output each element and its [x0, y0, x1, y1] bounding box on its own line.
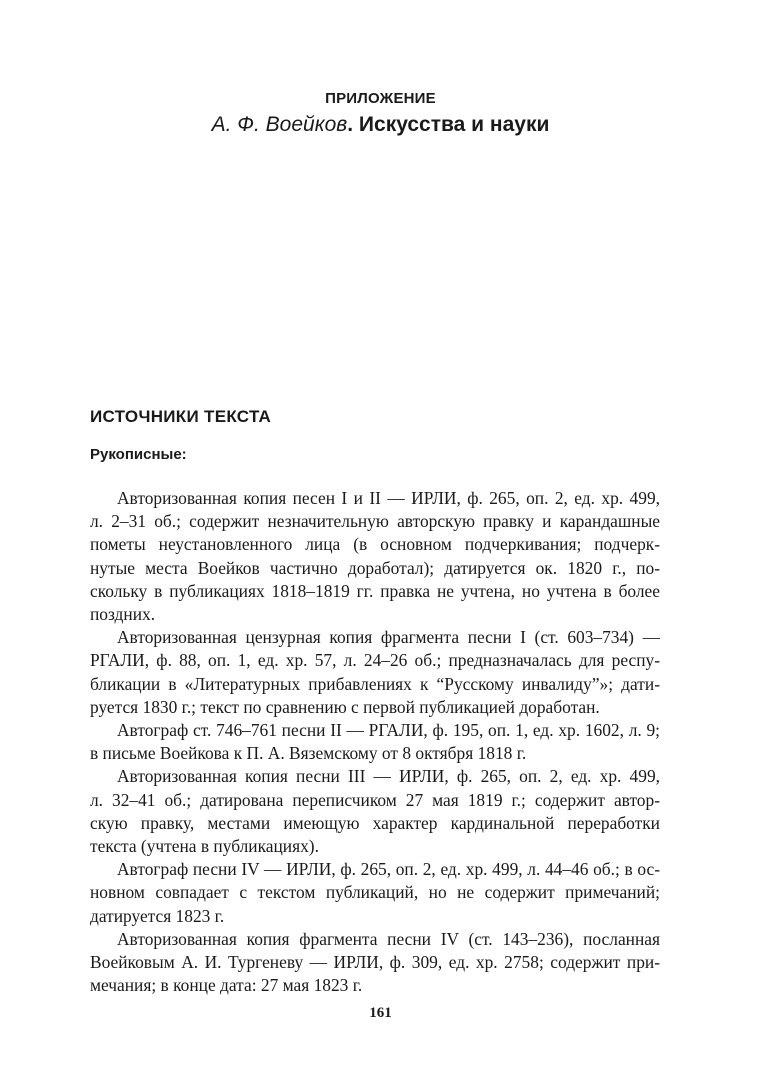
text-line: новном совпадает с текстом публикаций, но не содержит примечаний;: [90, 882, 660, 903]
text-line: РГАЛИ, ф. 88, оп. 1, ед. хр. 57, л. 24–26 об.; предназначалась для респу-: [90, 650, 660, 671]
text-line: нутые места Воейков частично доработал); датируется ок. 1820 г., по-: [90, 557, 660, 578]
text-line: мечания; в конце дата: 27 мая 1823 г.: [90, 975, 363, 996]
text-line: скую правку, местами имеющую характер кардинальной переработки: [90, 812, 660, 833]
page-number: 161: [369, 1005, 392, 1021]
section-subheading: Рукописные:: [90, 446, 187, 463]
title-work: Искусства и науки: [353, 113, 550, 136]
text-line: бликации в «Литературных прибавлениях к “Русскому инвалиду”»; дати-: [90, 673, 660, 694]
text-line: Авторизованная копия фрагмента песни IV (ст. 143–236), посланная: [117, 928, 660, 949]
appendix-header: [0, 88, 761, 140]
text-line: Автограф песни IV — ИРЛИ, ф. 265, оп. 2, ед. хр. 499, л. 44–46 об.; в ос-: [117, 859, 660, 880]
text-line: скольку в публикациях 1818–1819 гг. правка не учтена, но учтена в более: [90, 580, 660, 601]
paragraph: [90, 858, 660, 928]
appendix-label: ПРИЛОЖЕНИЕ: [325, 90, 436, 107]
text-line: Авторизованная копия песни III — ИРЛИ, ф. 265, оп. 2, ед. хр. 499,: [117, 766, 660, 787]
paragraph: [90, 487, 660, 626]
text-line: в письме Воейкова к П. А. Вяземскому от 8 октября 1818 г.: [90, 743, 527, 764]
paragraph: [90, 928, 660, 998]
title-separator: .: [347, 113, 354, 136]
text-line: датируется 1823 г.: [90, 905, 225, 926]
text-line: л. 32–41 об.; датирована переписчиком 27 мая 1819 г.; содержит автор-: [90, 789, 660, 810]
text-line: пометы неустановленного лица (в основном подчеркивания; подчерк-: [90, 534, 660, 555]
text-line: Авторизованная цензурная копия фрагмента песни I (ст. 603–734) —: [117, 627, 660, 648]
text-line: руется 1830 г.; текст по сравнению с первой публикацией доработан.: [90, 696, 600, 717]
text-line: л. 2–31 об.; содержит незначительную авторскую правку и карандашные: [90, 511, 660, 532]
body-text: [90, 487, 660, 997]
paragraph: [90, 719, 660, 765]
text-line: Воейковым А. И. Тургеневу — ИРЛИ, ф. 309, ед. хр. 2758; содержит при-: [90, 952, 660, 973]
section-heading: ИСТОЧНИКИ ТЕКСТА: [90, 407, 272, 426]
paragraph: [90, 626, 660, 719]
paragraph: [90, 765, 660, 858]
text-line: поздних.: [90, 604, 156, 625]
appendix-title: [0, 110, 761, 140]
text-line: Автограф ст. 746–761 песни II — РГАЛИ, ф. 195, оп. 1, ед. хр. 1602, л. 9;: [117, 720, 660, 741]
text-line: текста (учтена в публикациях).: [90, 836, 319, 857]
text-line: Авторизованная копия песен I и II — ИРЛИ, ф. 265, оп. 2, ед. хр. 499,: [117, 488, 660, 508]
title-author: А. Ф. Воейков: [211, 113, 348, 136]
